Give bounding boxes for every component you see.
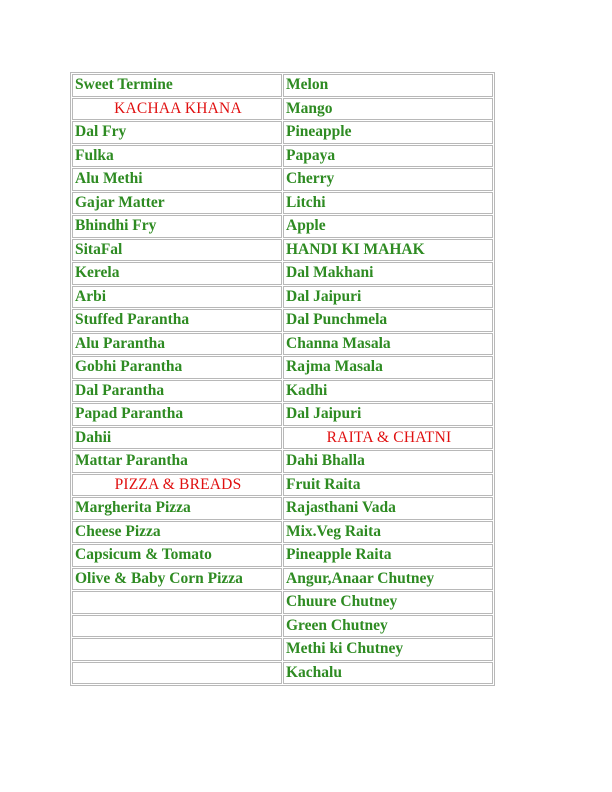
- menu-item: Cheese Pizza: [72, 521, 282, 544]
- menu-item: Dahii: [72, 427, 282, 450]
- menu-item: Mix.Veg Raita: [283, 521, 493, 544]
- menu-item: Channa Masala: [283, 333, 493, 356]
- table-row: [72, 403, 493, 426]
- menu-item: Methi ki Chutney: [283, 638, 493, 661]
- section-heading: RAITA & CHATNI: [283, 427, 493, 450]
- menu-item: Green Chutney: [283, 615, 493, 638]
- menu-item: Dal Punchmela: [283, 309, 493, 332]
- menu-item: SitaFal: [72, 239, 282, 262]
- table-row: [72, 192, 493, 215]
- menu-item: Dal Parantha: [72, 380, 282, 403]
- menu-item: Dal Makhani: [283, 262, 493, 285]
- menu-item: Mango: [283, 98, 493, 121]
- section-heading: KACHAA KHANA: [72, 98, 282, 121]
- menu-item: Sweet Termine: [72, 74, 282, 97]
- empty-cell: [72, 591, 282, 614]
- table-row: [72, 591, 493, 614]
- menu-item: Rajasthani Vada: [283, 497, 493, 520]
- table-row: [72, 309, 493, 332]
- table-row: [72, 380, 493, 403]
- menu-item: Pineapple Raita: [283, 544, 493, 567]
- menu-item: Papad Parantha: [72, 403, 282, 426]
- menu-item: Cherry: [283, 168, 493, 191]
- table-row: [72, 544, 493, 567]
- table-row: [72, 215, 493, 238]
- menu-table-body: [72, 74, 493, 684]
- empty-cell: [72, 638, 282, 661]
- table-row: [72, 239, 493, 262]
- menu-item: Dal Jaipuri: [283, 403, 493, 426]
- menu-item: Stuffed Parantha: [72, 309, 282, 332]
- menu-item: Alu Parantha: [72, 333, 282, 356]
- table-row: [72, 286, 493, 309]
- menu-item: Fruit Raita: [283, 474, 493, 497]
- empty-cell: [72, 615, 282, 638]
- table-row: [72, 615, 493, 638]
- menu-item: Pineapple: [283, 121, 493, 144]
- table-row: [72, 168, 493, 191]
- table-row: [72, 662, 493, 685]
- section-heading: PIZZA & BREADS: [72, 474, 282, 497]
- menu-item: Gobhi Parantha: [72, 356, 282, 379]
- menu-item: Alu Methi: [72, 168, 282, 191]
- table-row: [72, 497, 493, 520]
- table-row: [72, 474, 493, 497]
- table-row: [72, 121, 493, 144]
- menu-item: Capsicum & Tomato: [72, 544, 282, 567]
- table-row: [72, 145, 493, 168]
- menu-item: Fulka: [72, 145, 282, 168]
- table-row: [72, 262, 493, 285]
- table-row: [72, 333, 493, 356]
- menu-table: [70, 72, 495, 686]
- menu-item: Dal Jaipuri: [283, 286, 493, 309]
- menu-item: Bhindhi Fry: [72, 215, 282, 238]
- menu-item: Chuure Chutney: [283, 591, 493, 614]
- table-row: [72, 98, 493, 121]
- table-row: [72, 427, 493, 450]
- menu-item: Melon: [283, 74, 493, 97]
- menu-item: Margherita Pizza: [72, 497, 282, 520]
- menu-item: Litchi: [283, 192, 493, 215]
- table-row: [72, 638, 493, 661]
- menu-item: Papaya: [283, 145, 493, 168]
- menu-item: HANDI KI MAHAK: [283, 239, 493, 262]
- table-row: [72, 521, 493, 544]
- menu-item: Dahi Bhalla: [283, 450, 493, 473]
- menu-item: Rajma Masala: [283, 356, 493, 379]
- menu-item: Angur,Anaar Chutney: [283, 568, 493, 591]
- empty-cell: [72, 662, 282, 685]
- table-row: [72, 356, 493, 379]
- table-row: [72, 74, 493, 97]
- table-row: [72, 568, 493, 591]
- menu-item: Apple: [283, 215, 493, 238]
- table-row: [72, 450, 493, 473]
- menu-item: Kerela: [72, 262, 282, 285]
- menu-item: Arbi: [72, 286, 282, 309]
- menu-item: Dal Fry: [72, 121, 282, 144]
- menu-item: Gajar Matter: [72, 192, 282, 215]
- menu-item: Kadhi: [283, 380, 493, 403]
- menu-item: Kachalu: [283, 662, 493, 685]
- menu-item: Mattar Parantha: [72, 450, 282, 473]
- menu-item: Olive & Baby Corn Pizza: [72, 568, 282, 591]
